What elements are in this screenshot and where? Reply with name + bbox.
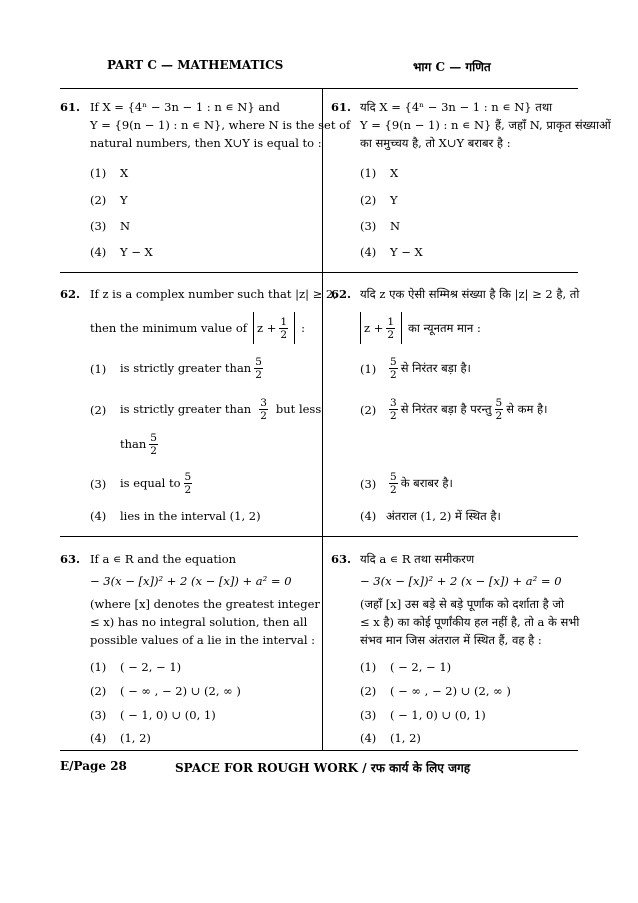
frac-den: 2 [387, 328, 395, 341]
q63-number-hi: 63. [331, 552, 352, 566]
q62-en-opt1-frac [254, 356, 263, 381]
q61-en-line2: Y = {9(n − 1) : n ∊ N}, where N is the set of [90, 118, 351, 132]
q61-hi-line1: यदि X = {4ⁿ − 3n − 1 : n ∊ N} तथा [360, 100, 553, 114]
q62-hi-opt1-num: (1) [360, 362, 377, 376]
q62-en-opt1 [120, 348, 266, 388]
q62-en-opt2-frac2 [149, 432, 158, 457]
q63-hi-opt3: ( − 1, 0) ∪ (0, 1) [390, 708, 486, 722]
q63-hi-opt1-num: (1) [360, 660, 377, 674]
q62-hi-opt2-frac [389, 397, 398, 422]
q63-en-line1: If a ∊ R and the equation [90, 552, 237, 566]
q62-hi-opt3 [386, 463, 453, 503]
frac-den: 2 [495, 409, 503, 422]
q63-hi-line5: संभव मान जिस अंतराल में स्थित हैं, वह है : [360, 633, 542, 647]
q61-hi-opt4: Y − X [390, 245, 423, 259]
q63-en-opt1-num: (1) [90, 660, 107, 674]
q62-en-z: z + [257, 321, 277, 335]
q63-hi-line1: यदि a ∊ R तथा समीकरण [360, 552, 475, 566]
q62-hi-line2-text: का न्यूनतम मान : [408, 321, 481, 335]
q62-number: 62. [60, 287, 81, 301]
q62-en-opt3-num: (3) [90, 477, 107, 491]
q62-hi-z: z + [364, 321, 384, 335]
q61-number: 61. [60, 100, 81, 114]
q62-hi-opt3-frac [389, 471, 398, 496]
q62-hi-modulus [360, 312, 402, 344]
q61-hi-opt4-num: (4) [360, 245, 377, 259]
q62-hi-opt2-text: से निरंतर बड़ा है परन्तु [400, 402, 492, 416]
q62-en-opt2-text2: but less [275, 402, 322, 416]
q62-en-opt3-text: is equal to [120, 476, 181, 490]
section-title-english: PART C — MATHEMATICS [107, 58, 284, 72]
q62-en-opt4-num: (4) [90, 509, 107, 523]
frac-num: 3 [260, 396, 267, 409]
q63-number: 63. [60, 552, 81, 566]
q62-hi-opt4-num: (4) [360, 509, 377, 523]
q63-en-opt4: (1, 2) [120, 731, 151, 745]
q62-en-opt4: lies in the interval (1, 2) [120, 509, 261, 523]
frac-num: 5 [255, 355, 262, 368]
frac-den: 2 [260, 409, 267, 422]
q63-en-opt2: ( − ∞ , − 2) ∪ (2, ∞ ) [120, 684, 241, 698]
section-title-hindi: भाग C — गणित [413, 60, 491, 74]
q61-en-opt1: X [120, 166, 129, 180]
q63-hi-opt3-num: (3) [360, 708, 377, 722]
q62-hi-opt2-num: (2) [360, 403, 377, 417]
q62-hi-opt1 [386, 348, 471, 388]
q62-hi-opt3-text: के बराबर है। [400, 476, 453, 490]
q61-en-opt3: N [120, 219, 131, 233]
q62-en-opt3-frac [184, 471, 193, 496]
rough-work-label: SPACE FOR ROUGH WORK / रफ कार्य के लिए जगह [175, 761, 471, 775]
q62-number-hi: 62. [331, 287, 352, 301]
q61-hi-opt2-num: (2) [360, 193, 377, 207]
q62-hi-opt2 [386, 389, 548, 429]
q63-hi-line4: ≤ x है) का कोई पूर्णांकीय हल नहीं है, तो a के सभी [360, 615, 580, 629]
frac-num: 1 [280, 315, 288, 328]
frac-num: 1 [387, 315, 395, 328]
q63-hi-opt4: (1, 2) [390, 731, 421, 745]
frac-num: 3 [390, 396, 397, 409]
frac-den: 2 [184, 483, 192, 496]
q61-hi-line3: का समुच्चय है, तो X∪Y बराबर है : [360, 136, 511, 150]
q63-hi-opt2: ( − ∞ , − 2) ∪ (2, ∞ ) [390, 684, 511, 698]
q63-en-opt1: ( − 2, − 1) [120, 660, 182, 674]
q62-en-opt2-cont [120, 424, 161, 464]
q62-hi-opt2-text2: से कम है। [506, 402, 548, 416]
q62-hi-opt2-frac2 [495, 397, 504, 422]
q62-hi-line1: यदि z एक ऐसी सम्मिश्र संख्या है कि |z| ≥ 2 है, तो [360, 287, 580, 301]
frac-den: 2 [280, 328, 288, 341]
frac-num: 5 [390, 355, 397, 368]
q63-en-line3: (where [x] denotes the greatest integer [90, 597, 320, 611]
q63-hi-opt1: ( − 2, − 1) [390, 660, 452, 674]
q63-hi-equation: − 3(x − [x])² + 2 (x − [x]) + a² = 0 [360, 574, 562, 588]
page-number: E/Page 28 [60, 759, 127, 773]
q62-hi-opt1-frac [389, 356, 398, 381]
q61-en-opt4: Y − X [120, 245, 153, 259]
q61-en-opt2: Y [120, 193, 128, 207]
q63-en-opt4-num: (4) [90, 731, 107, 745]
q62-en-opt2-frac [259, 397, 268, 422]
frac-den: 2 [390, 368, 397, 381]
q63-en-line4: ≤ x) has no integral solution, then all [90, 615, 308, 629]
q63-en-opt2-num: (2) [90, 684, 107, 698]
q61-hi-opt1: X [390, 166, 399, 180]
q62-en-opt2 [120, 389, 321, 429]
q61-hi-opt2: Y [390, 193, 398, 207]
q62-en-line2-text: then the minimum value of [90, 321, 248, 335]
q63-hi-opt4-num: (4) [360, 731, 377, 745]
q61-en-opt1-num: (1) [90, 166, 107, 180]
q62-en-opt2-num: (2) [90, 403, 107, 417]
q62-hi-opt3-num: (3) [360, 477, 377, 491]
q63-en-opt3: ( − 1, 0) ∪ (0, 1) [120, 708, 216, 722]
q63-en-opt3-num: (3) [90, 708, 107, 722]
frac-den: 2 [390, 483, 397, 496]
q61-en-opt4-num: (4) [90, 245, 107, 259]
q61-hi-opt3: N [390, 219, 401, 233]
q61-en-opt3-num: (3) [90, 219, 107, 233]
frac-den: 2 [390, 409, 397, 422]
q62-en-colon: : [301, 321, 305, 335]
q61-en-opt2-num: (2) [90, 193, 107, 207]
frac-num: 5 [495, 396, 503, 409]
q61-number-hi: 61. [331, 100, 352, 114]
q62-hi-line2 [360, 312, 481, 344]
q61-en-line3: natural numbers, then X∪Y is equal to : [90, 136, 322, 150]
q61-hi-line2: Y = {9(n − 1) : n ∊ N} हैं, जहाँ N, प्राकृत संख्याओं [360, 118, 611, 132]
frac-den: 2 [150, 444, 157, 457]
q62-separator [60, 536, 578, 537]
q62-en-line1: If z is a complex number such that |z| ≥ 2, [90, 287, 337, 301]
q63-en-line5: possible values of a lie in the interval : [90, 633, 316, 647]
frac-den: 2 [255, 368, 262, 381]
q62-en-modulus [253, 312, 295, 344]
q62-en-opt2-text: is strictly greater than [120, 402, 252, 416]
header-rule [60, 88, 578, 89]
q63-en-equation: − 3(x − [x])² + 2 (x − [x]) + a² = 0 [90, 574, 292, 588]
q61-hi-opt1-num: (1) [360, 166, 377, 180]
q62-en-opt3 [120, 463, 195, 503]
q62-hi-frac-1-2 [386, 316, 395, 341]
q61-separator [60, 272, 578, 273]
q61-hi-opt3-num: (3) [360, 219, 377, 233]
footer-rule [60, 750, 578, 751]
frac-num: 5 [184, 470, 192, 483]
q62-en-opt2-text3: than [120, 437, 147, 451]
q62-en-opt1-num: (1) [90, 362, 107, 376]
frac-num: 5 [150, 431, 157, 444]
q62-hi-opt4: अंतराल (1, 2) में स्थित है। [386, 509, 501, 523]
frac-num: 5 [390, 470, 397, 483]
q63-hi-line3: (जहाँ [x] उस बड़े से बड़े पूर्णांक को दर्शाता है जो [360, 597, 564, 611]
q62-en-line2 [90, 312, 305, 344]
q63-hi-opt2-num: (2) [360, 684, 377, 698]
q62-en-opt1-text: is strictly greater than [120, 361, 252, 375]
q62-en-frac-1-2 [279, 316, 288, 341]
q61-en-line1: If X = {4ⁿ − 3n − 1 : n ∊ N} and [90, 100, 280, 114]
column-divider [322, 88, 323, 750]
q62-hi-opt1-text: से निरंतर बड़ा है। [400, 361, 471, 375]
